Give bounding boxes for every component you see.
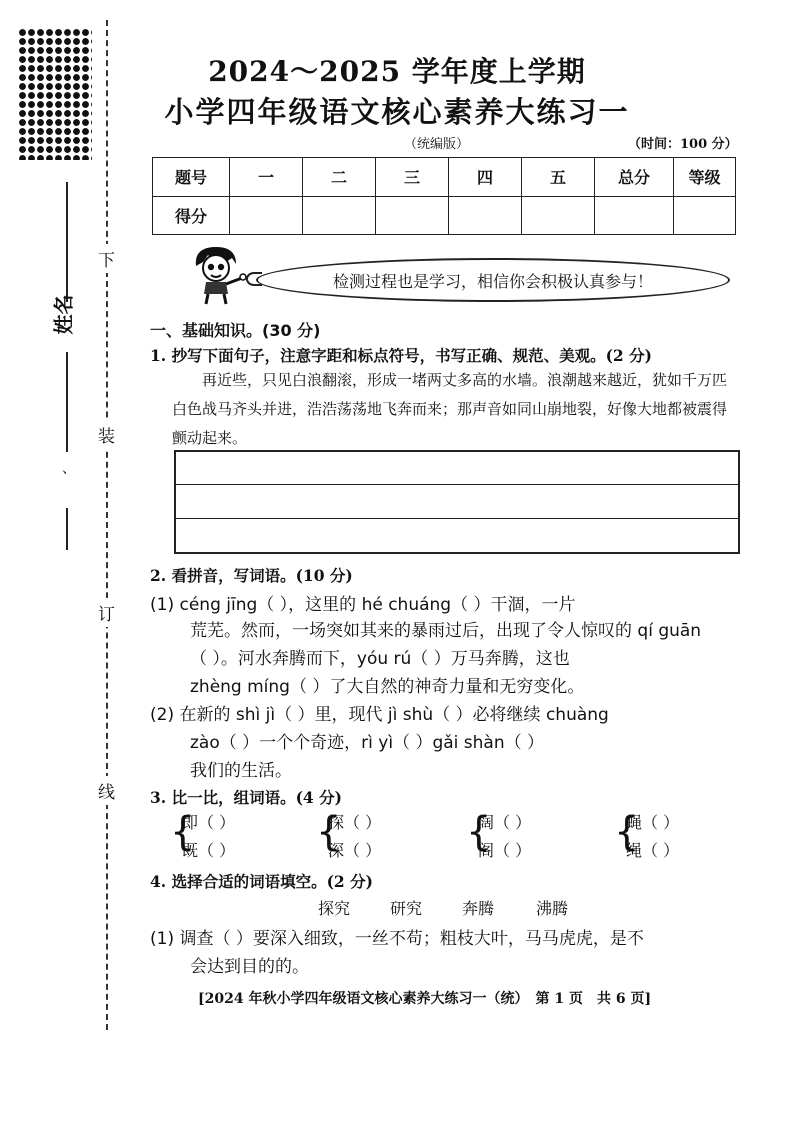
q2-line: 我们的生活。 [190,761,292,781]
exam-title-line1: 2024～2025 学年度上学期 [208,55,586,88]
question-1-prompt: 1. 抄写下面句子，注意字距和标点符号，书写正确、规范、美观。(2 分) [150,346,652,365]
q2-line: (1) céng jīng（ ），这里的 hé chuáng（ ）干涸，一片 [150,595,576,615]
q2-line: (2) 在新的 shì jì（ ）里，现代 jì shù（ ）必将继续 chuàng [150,705,609,725]
compare-item: 蝇（ ） [626,813,680,832]
time-label: （时间：100 分） [628,137,738,152]
brace-icon: { [170,809,196,855]
writing-line [176,518,738,519]
tip-text: 检测过程也是学习，相信你会积极认真参与！ [332,271,653,291]
score-table-score-row [153,196,736,235]
word-option: 研究 [390,899,423,918]
seam-char-xia: 下 [98,244,115,273]
binding-seam-line [106,20,108,1030]
writing-line [176,484,738,485]
compare-item: 既（ ） [182,841,236,860]
compare-item: 绳（ ） [626,841,680,860]
copy-writing-box[interactable] [174,450,740,554]
score-cell[interactable] [376,196,449,235]
brace-icon: { [316,809,342,855]
score-table [152,157,736,235]
score-header-cell: 五 [522,158,595,197]
compare-item: 探（ ） [328,813,382,832]
score-cell[interactable] [303,196,376,235]
score-cell[interactable] [522,196,595,235]
q2-line: zhèng míng（ ）了大自然的神奇力量和无穷变化。 [190,677,585,697]
word-option: 沸腾 [536,899,569,918]
brace-icon: { [466,809,492,855]
score-table-header-row [153,158,736,197]
compare-item: 阔（ ） [478,813,532,832]
score-header-cell: 一 [230,158,303,197]
seam-char-xian: 线 [98,776,115,805]
score-row-label: 得分 [153,196,230,235]
brace-icon: { [614,809,640,855]
word-option: 探究 [318,899,351,918]
question-2-prompt: 2. 看拼音，写词语。(10 分) [150,566,353,585]
question-3-prompt: 3. 比一比，组词语。(4 分) [150,788,342,807]
q2-line: 荒芜。然而，一场突如其来的暴雨过后，出现了令人惊叹的 qí guān [190,621,702,641]
score-header-cell: 二 [303,158,376,197]
edition-label: （统编版） [404,137,470,152]
speech-bubble [256,258,730,302]
score-header-cell: 题号 [153,158,230,197]
name-label: 姓名 [51,294,76,335]
score-header-cell: 四 [449,158,522,197]
q2-line: zào（ ）一个个奇迹，rì yì（ ）gǎi shàn（ ） [190,733,545,753]
margin-underline-top [66,182,68,302]
cartoon-student-icon [186,244,250,306]
margin-underline-bottom [66,508,68,550]
section-title: 一、基础知识。(30 分) [150,321,321,340]
copy-passage: 再近些，只见白浪翻滚，形成一堵两丈多高的水墙。浪潮越来越近，犹如千万匹白色战马齐头并进，浩浩荡荡地飞奔而来；那声音如同山崩地裂，好像大地都被震得颤动起来。 [172,371,728,447]
compare-item: 即（ ） [182,813,236,832]
score-cell[interactable] [674,196,736,235]
score-cell[interactable] [449,196,522,235]
q4-line: (1) 调查（ ）要深入细致，一丝不苟；粗枝大叶，马马虎虎，是不 [150,929,644,949]
page-footer: [2024 年秋小学四年级语文核心素养大练习一（统） 第 1 页 共 6 页] [198,991,652,1007]
compare-item: 阁（ ） [478,841,532,860]
score-header-cell: 三 [376,158,449,197]
q4-line: 会达到目的的。 [190,957,309,977]
margin-mark: 、 [62,461,76,477]
exam-title-line2: 小学四年级语文核心素养大练习一 [164,95,630,129]
seam-char-ding: 订 [98,598,115,627]
score-header-cell: 总分 [595,158,674,197]
word-option: 奔腾 [462,899,495,918]
q2-line: （ ）。河水奔腾而下，yóu rú（ ）万马奔腾，这也 [190,649,570,669]
name-input-line[interactable] [66,352,68,452]
score-cell[interactable] [230,196,303,235]
score-header-cell: 等级 [674,158,736,197]
seam-char-zhuang: 装 [98,420,115,449]
question-4-prompt: 4. 选择合适的词语填空。(2 分) [150,872,373,891]
score-cell[interactable] [595,196,674,235]
compare-item: 深（ ） [328,841,382,860]
